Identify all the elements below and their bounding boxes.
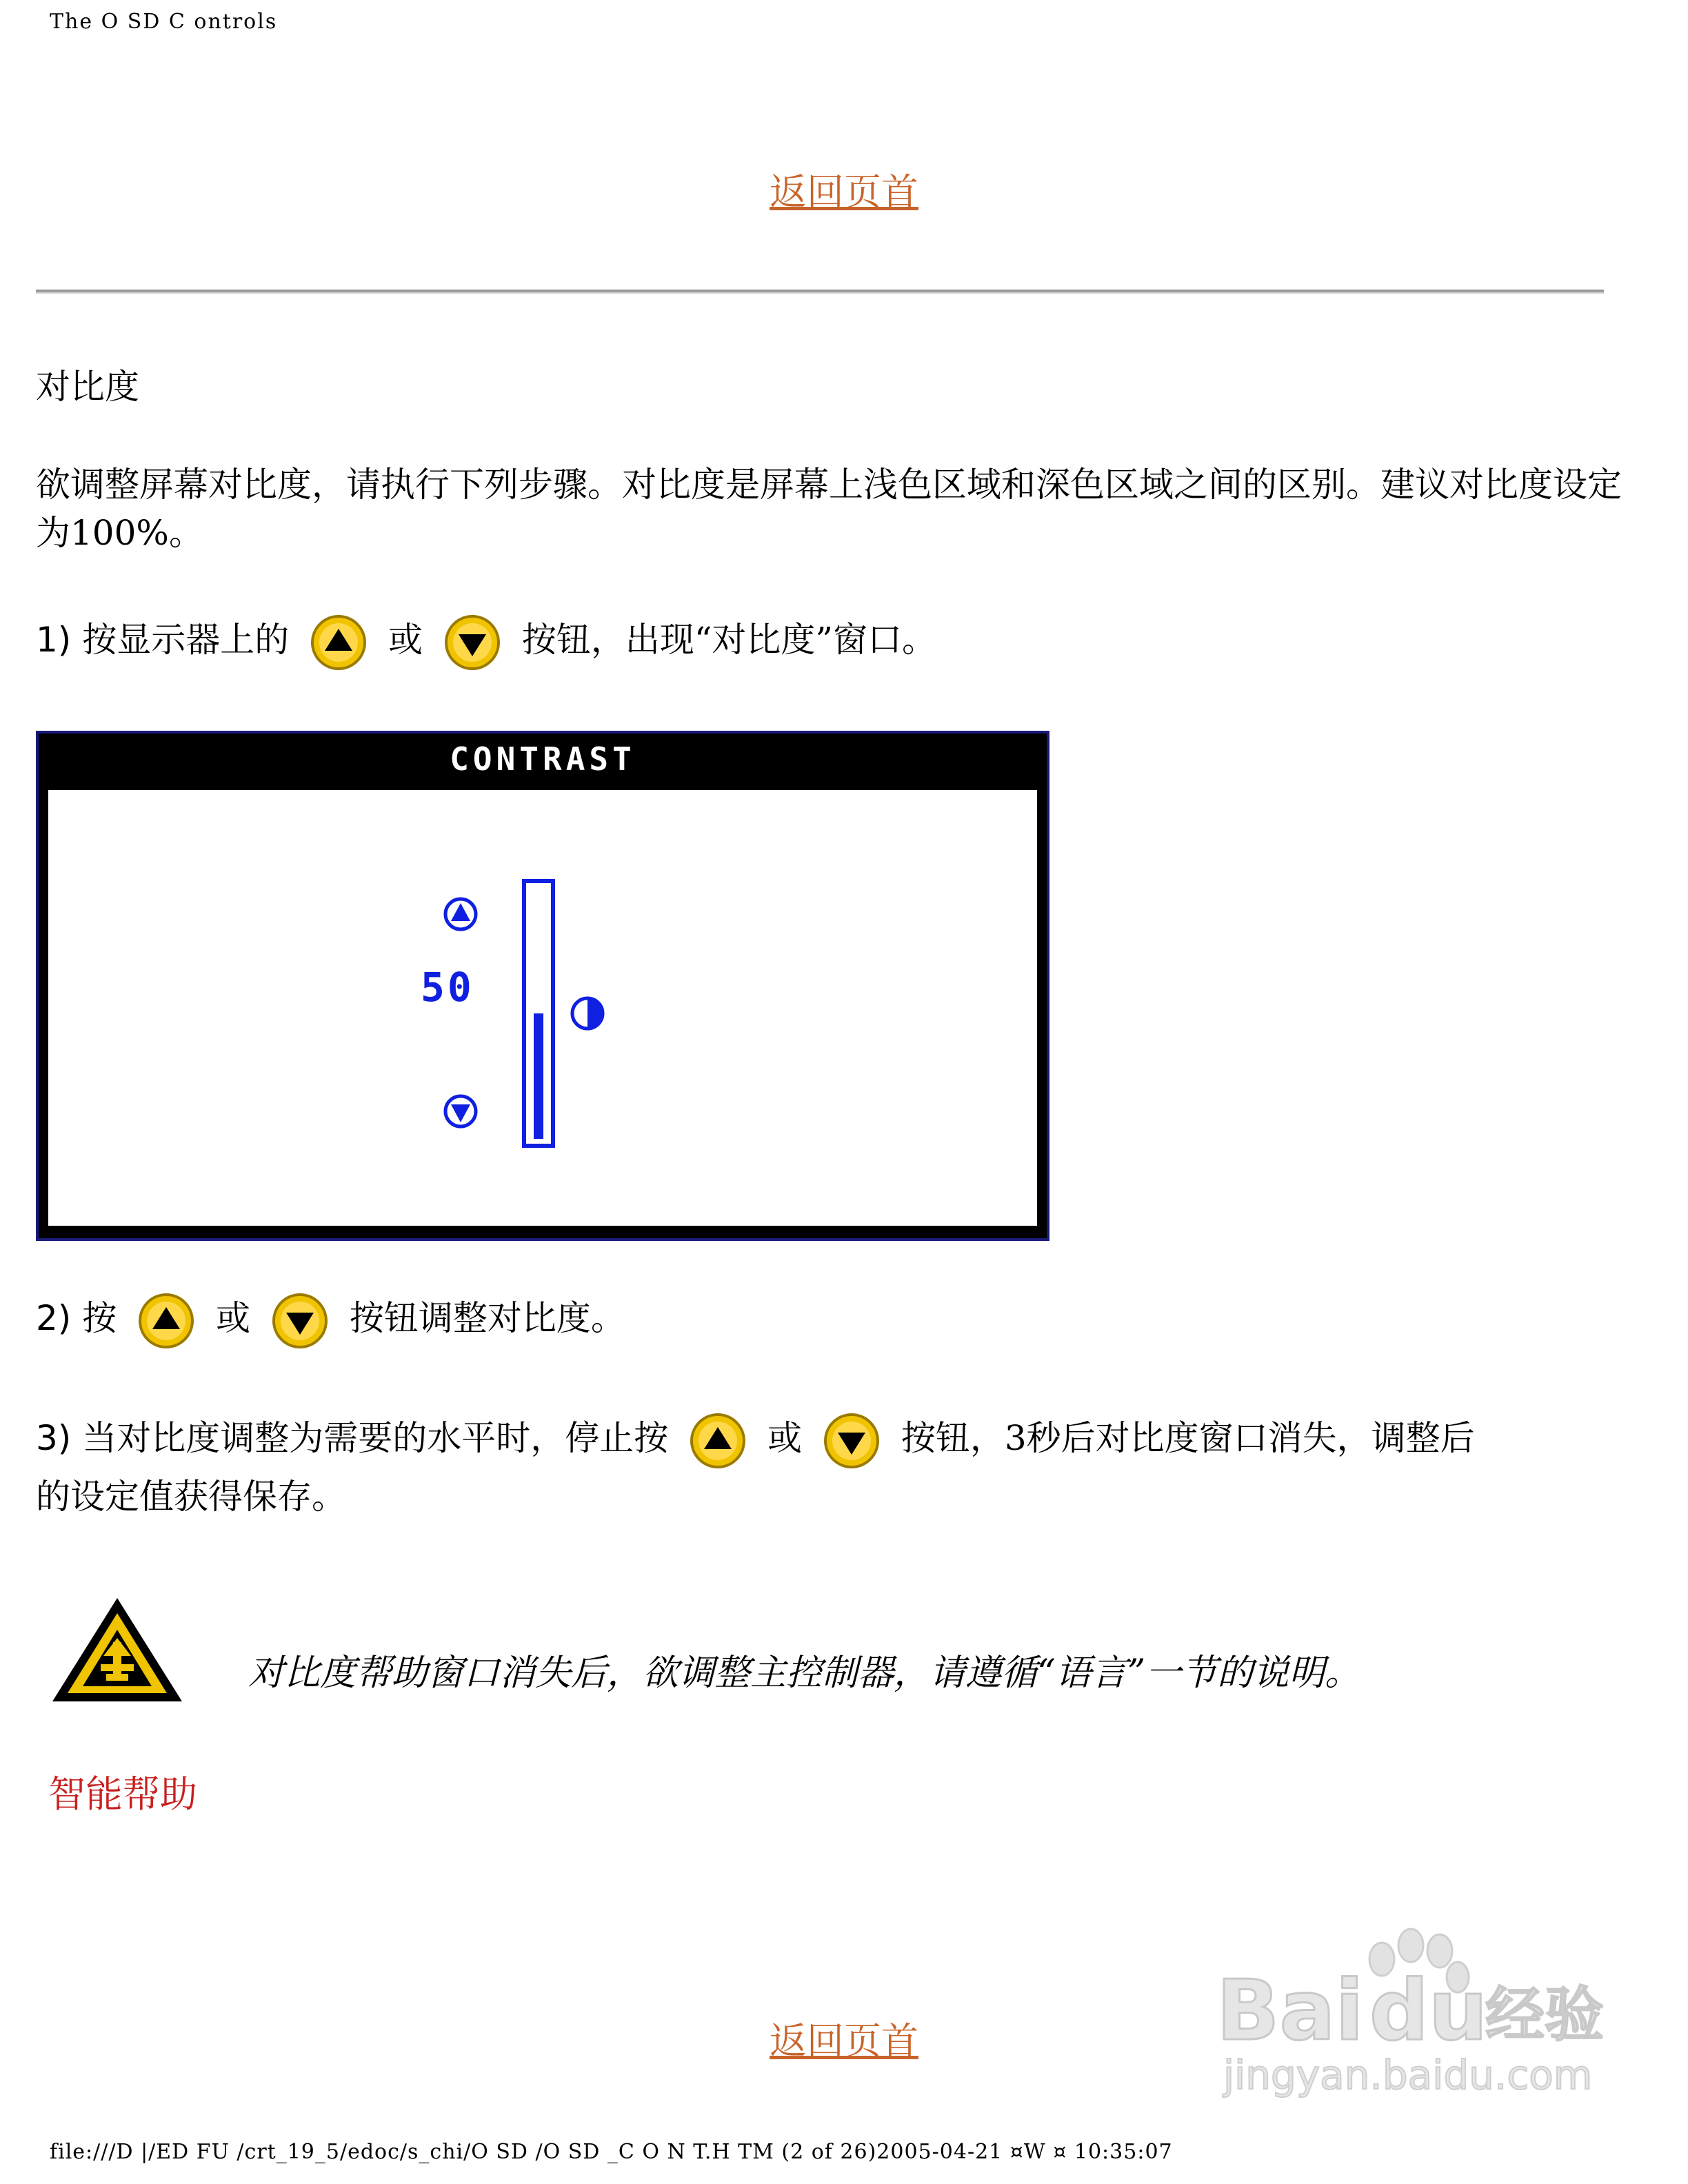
osd-down-arrow-icon (445, 1096, 476, 1126)
up-button-icon (137, 1292, 195, 1350)
back-to-top-link[interactable]: 返回页首 (770, 170, 918, 214)
step-text: 或 (767, 1418, 803, 1458)
svg-text:du: du (1369, 1963, 1488, 2059)
svg-text:jingyan.baidu.com: jingyan.baidu.com (1223, 2052, 1593, 2099)
step-text: 或 (388, 620, 423, 660)
step-3-continuation: 的设定值获得保存。 (36, 1477, 346, 1517)
warning-icon (48, 1593, 186, 1710)
contrast-half-circle-icon (572, 998, 603, 1029)
step-text: 当对比度调整为需要的水平时，停止按 (82, 1418, 669, 1458)
step-2 (36, 1289, 625, 1350)
footer-file-path: file:///D |/ED FU /crt_19_5/edoc/s_chi/O SD /O SD _C O N T.H TM (2 of 26)2005-04-21 ¤W ¤ 10:35:07 (50, 2140, 1173, 2164)
step-text: 或 (216, 1298, 251, 1338)
osd-level-bar-fill (534, 1013, 543, 1139)
down-button-icon (443, 614, 501, 671)
contrast-osd-window (36, 731, 1049, 1241)
section-heading: 对比度 (36, 367, 139, 407)
step-number: 2) (36, 1298, 72, 1338)
step-text: 按 (82, 1298, 117, 1338)
step-text: 按钮，3秒后对比度窗口消失，调整后 (901, 1418, 1475, 1458)
horizontal-rule (36, 290, 1604, 294)
osd-panel (48, 790, 1037, 1226)
down-button-icon (823, 1412, 881, 1470)
intro-paragraph: 欲调整屏幕对比度，请执行下列步骤。对比度是屏幕上浅色区域和深色区域之间的区别。建议对比度设定为100%。 (36, 465, 1622, 553)
smart-help-link[interactable]: 智能帮助 (48, 1772, 197, 1816)
back-to-top-link-bottom[interactable]: 返回页首 (770, 2019, 918, 2063)
osd-value: 50 (421, 964, 474, 1011)
up-button-icon (310, 614, 368, 671)
svg-text:经验: 经验 (1485, 1981, 1604, 2050)
step-3 (36, 1409, 1475, 1470)
down-button-icon (271, 1292, 329, 1350)
step-number: 3) (36, 1418, 72, 1458)
osd-title: CONTRAST (450, 740, 636, 778)
page-header-title: The O SD C ontrols (50, 10, 278, 34)
note-text: 对比度帮助窗口消失后，欲调整主控制器，请遵循“语言”一节的说明。 (248, 1652, 1361, 1694)
step-text: 按钮，出现“对比度”窗口。 (521, 620, 936, 660)
step-number: 1) (36, 620, 72, 660)
svg-text:Bai: Bai (1216, 1963, 1364, 2059)
step-text: 按钮调整对比度。 (349, 1298, 625, 1338)
osd-up-arrow-icon (445, 899, 476, 929)
step-1 (36, 611, 936, 671)
up-button-icon (689, 1412, 747, 1470)
osd-controls (48, 790, 1037, 1226)
step-text: 按显示器上的 (82, 620, 290, 660)
